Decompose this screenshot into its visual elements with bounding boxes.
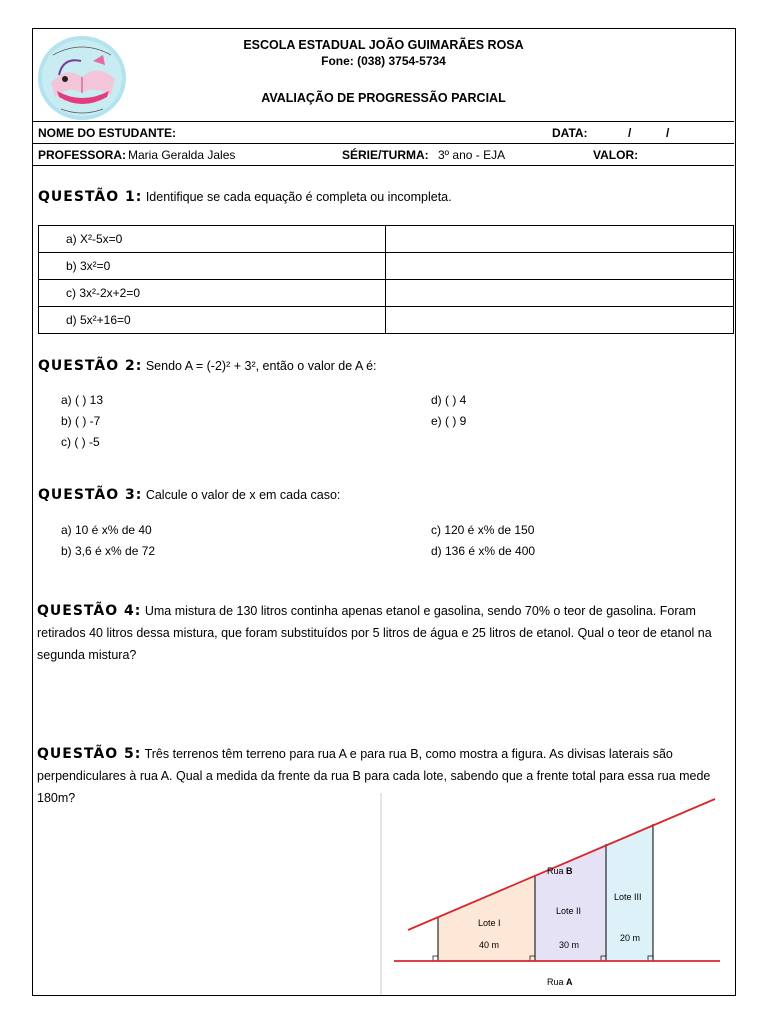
- equation-cell: a) X²-5x=0: [39, 226, 386, 253]
- question-2-option-d[interactable]: d) ( ) 4: [431, 393, 467, 407]
- question-3-item-a: a) 10 é x% de 40: [61, 523, 152, 537]
- value-label: VALOR:: [593, 148, 639, 162]
- lot-2-width: 30 m: [559, 940, 580, 950]
- student-name-label: NOME DO ESTUDANTE:: [38, 126, 176, 140]
- question-4-label: QUESTÃO 4:: [37, 603, 142, 619]
- question-3-title: [38, 487, 340, 503]
- question-5-label: QUESTÃO 5:: [37, 746, 142, 762]
- lot-3-width: 20 m: [620, 933, 641, 943]
- question-2-option-a[interactable]: a) ( ) 13: [61, 393, 104, 407]
- question-5-text: Três terrenos têm terreno para rua A e para rua B, como mostra a figura. As divisas laterais são perpendiculares à rua A. Qual a medida da frente da rua B para cada lote, sabendo que a frente total para essa rua mede 180m?: [37, 747, 711, 805]
- question-2-label: QUESTÃO 2:: [38, 358, 143, 374]
- lots-figure: [380, 789, 734, 995]
- lot-3-label: Lote III: [614, 892, 642, 902]
- teacher-name: Maria Geralda Jales: [128, 148, 236, 162]
- teacher-label: PROFESSORA:: [38, 148, 127, 162]
- question-3-text: Calcule o valor de x em cada caso:: [145, 488, 341, 502]
- table-row: [39, 253, 734, 280]
- street-a-label: Rua A: [547, 977, 573, 987]
- question-2-text: Sendo A = (-2)² + 3², então o valor de A é:: [145, 359, 377, 373]
- question-2-option-c[interactable]: c) ( ) -5: [61, 435, 100, 449]
- question-1-label: QUESTÃO 1:: [38, 189, 143, 205]
- date-label: DATA:: [552, 126, 588, 140]
- answer-cell[interactable]: [386, 226, 734, 253]
- exam-title: AVALIAÇÃO DE PROGRESSÃO PARCIAL: [261, 91, 506, 105]
- teacher-info-row: [33, 144, 734, 166]
- question-2-option-e[interactable]: e) ( ) 9: [431, 414, 467, 428]
- lot-2-label: Lote II: [556, 906, 582, 916]
- question-2-option-b[interactable]: b) ( ) -7: [61, 414, 101, 428]
- table-row: [39, 280, 734, 307]
- question-3-item-b: b) 3,6 é x% de 72: [61, 544, 156, 558]
- question-2-title: [38, 358, 377, 374]
- date-separator-2: /: [666, 126, 670, 140]
- table-row: [39, 307, 734, 334]
- question-4-text: Uma mistura de 130 litros continha apenas etanol e gasolina, sendo 70% o teor de gasolina. Foram retirados 40 litros dessa mistura, que foram substituídos por 5 litros de água e 25 litros de etanol. Qual o teor de etanol na segunda mistura?: [37, 604, 712, 662]
- question-3-item-d: d) 136 é x% de 400: [431, 544, 536, 558]
- school-phone: Fone: (038) 3754-5734: [321, 54, 446, 68]
- class-label: SÉRIE/TURMA:: [342, 148, 429, 162]
- question-1-title: [38, 189, 452, 205]
- question-3-label: QUESTÃO 3:: [38, 487, 143, 503]
- student-info-row: [33, 122, 734, 144]
- answer-cell[interactable]: [386, 280, 734, 307]
- lot-1-label: Lote I: [478, 918, 501, 928]
- exam-page: [32, 28, 736, 996]
- answer-cell[interactable]: [386, 307, 734, 334]
- date-separator-1: /: [628, 126, 632, 140]
- equation-cell: d) 5x²+16=0: [39, 307, 386, 334]
- street-b-label: Rua B: [547, 866, 573, 876]
- question-3-item-c: c) 120 é x% de 150: [431, 523, 535, 537]
- equation-cell: c) 3x²-2x+2=0: [39, 280, 386, 307]
- answer-cell[interactable]: [386, 253, 734, 280]
- question-4: [37, 600, 733, 666]
- question-1-text: Identifique se cada equação é completa ou incompleta.: [145, 190, 452, 204]
- class-value: 3º ano - EJA: [438, 148, 506, 162]
- lot-1-width: 40 m: [479, 940, 500, 950]
- equation-cell: b) 3x²=0: [39, 253, 386, 280]
- exam-header: [33, 29, 734, 122]
- question-1-table: [38, 225, 734, 334]
- school-name: ESCOLA ESTADUAL JOÃO GUIMARÃES ROSA: [243, 38, 524, 52]
- table-row: [39, 226, 734, 253]
